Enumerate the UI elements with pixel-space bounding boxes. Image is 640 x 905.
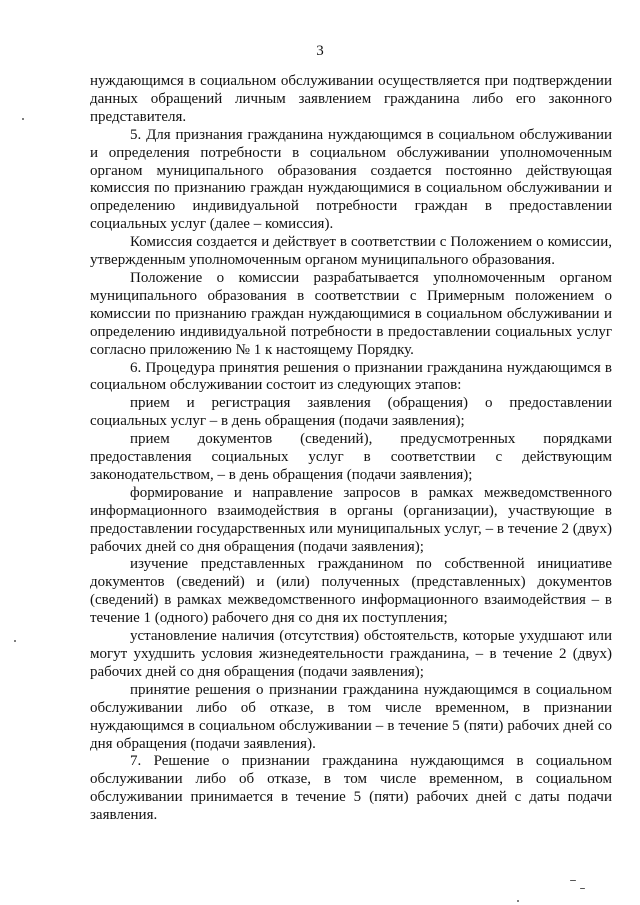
scan-speck	[14, 640, 16, 642]
scan-speck	[517, 900, 519, 902]
page-number: 3	[316, 43, 324, 59]
paragraph: 6. Процедура принятия решения о признании гражданина нуждающимся в социальном обслуживании состоит из следующих этапов:	[90, 359, 612, 394]
paragraph: 7. Решение о признании гражданина нуждающимся в социальном обслуживании либо об отказе, в том числе временном, в социальном обслуживании принимается в течение 5 (пяти) рабочих дней с даты подачи заявления.	[90, 753, 612, 824]
scan-speck	[22, 118, 24, 120]
paragraph: прием документов (сведений), предусмотренных порядками предоставления социальных услуг в соответствии с действующим законодательством, – в день обращения (подачи заявления);	[90, 431, 612, 483]
paragraph: Положение о комиссии разрабатывается уполномоченным органом муниципального образования в соответствии с Примерным положением о комиссии по признанию граждан нуждающимися в социальном обслуживании и определению индивидуальной потребности в предоставлении социальных услуг согласно приложению № 1 к настоящему Порядку.	[90, 269, 612, 358]
scan-speck	[570, 880, 576, 881]
paragraph: Комиссия создается и действует в соответствии с Положением о комиссии, утвержденным уполномоченным органом муниципального образования.	[90, 234, 612, 269]
scan-speck	[580, 888, 585, 889]
paragraph: принятие решения о признании гражданина нуждающимся в социальном обслуживании либо об отказе, в том числе временном, в признании нуждающимся в социальном обслуживании – в течение 5 (пяти) рабочих дней со дня обращения (подачи заявления).	[90, 681, 612, 752]
document-body	[90, 73, 612, 825]
paragraph: изучение представленных гражданином по собственной инициативе документов (сведений) и (или) полученных (представленных) документов (сведений) в рамках межведомственного информационного взаимодействия – в течение 1 (одного) рабочего дня со дня их поступления;	[90, 556, 612, 627]
paragraph: формирование и направление запросов в рамках межведомственного информационного взаимодействия в органы (организации), участвующие в предоставлении государственных или муниципальных услуг, – в течение 2 (двух) рабочих дней со дня обращения (подачи заявления);	[90, 484, 612, 555]
paragraph: нуждающимся в социальном обслуживании осуществляется при подтверждении данных обращений личным заявлением гражданина либо его законного представителя.	[90, 73, 612, 125]
paragraph: установление наличия (отсутствия) обстоятельств, которые ухудшают или могут ухудшить условия жизнедеятельности гражданина, – в течение 2 (двух) рабочих дней со дня обращения (подачи заявления);	[90, 628, 612, 680]
paragraph: прием и регистрация заявления (обращения) о предоставлении социальных услуг – в день обращения (подачи заявления);	[90, 395, 612, 430]
paragraph: 5. Для признания гражданина нуждающимся в социальном обслуживании и определения потребности в социальном обслуживании уполномоченным органом муниципального образования создается постоянно действующая комиссия по признанию граждан нуждающимися в социальном обслуживании и определению индивидуальной потребности граждан в предоставлении социальных услуг (далее – комиссия).	[90, 126, 612, 233]
